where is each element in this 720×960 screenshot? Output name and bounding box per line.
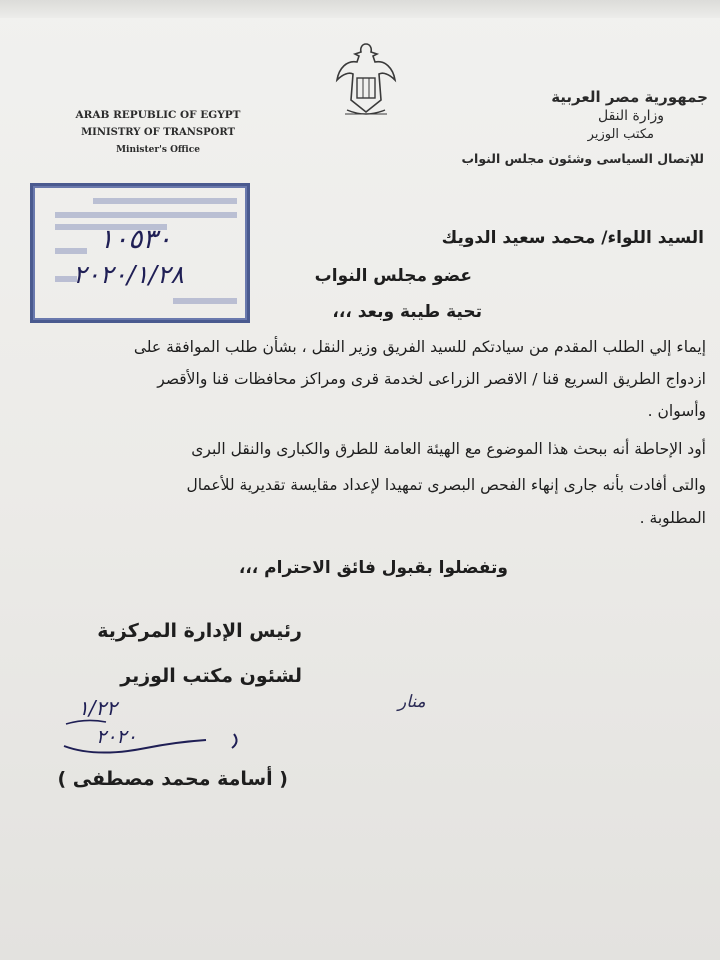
stamp-number: ١٠٥٣٠ bbox=[99, 224, 172, 255]
recipient-name: السيد اللواء/ محمد سعيد الدويك bbox=[441, 228, 704, 248]
greeting: تحية طيبة وبعد ،،، bbox=[332, 302, 482, 322]
stamp-date: ٢٠٢٠/١/٢٨ bbox=[73, 260, 184, 289]
paragraph-2-line-3: المطلوبة . bbox=[639, 509, 706, 527]
header-en-ministry: MINISTRY OF TRANSPORT bbox=[81, 127, 235, 138]
paragraph-2-line-1: أود الإحاطة أنه ببحث هذا الموضوع مع الهيئة العامة للطرق والكبارى والنقل البرى bbox=[191, 440, 706, 458]
header-ar-ministry: وزارة النقل bbox=[597, 108, 664, 124]
header-ar-department: للإتصال السياسى وشئون مجلس النواب bbox=[461, 151, 704, 166]
recipient-title: عضو مجلس النواب bbox=[314, 266, 472, 286]
signatory-name: ( أسامة محمد مصطفى ) bbox=[57, 768, 288, 790]
header-en-office: Minister's Office bbox=[116, 145, 200, 155]
handwritten-number: ١/٢٢ bbox=[78, 696, 117, 720]
eagle-emblem-icon bbox=[333, 40, 399, 120]
paragraph-1-line-1: إيماء إلي الطلب المقدم من سيادتكم للسيد الفريق وزير النقل ، بشأن طلب الموافقة على bbox=[133, 338, 706, 356]
handwritten-initial: منار bbox=[398, 692, 426, 712]
header-en-country: ARAB REPUBLIC OF EGYPT bbox=[75, 109, 241, 121]
header-ar-country: جمهورية مصر العربية bbox=[551, 88, 708, 106]
page-top-edge bbox=[0, 0, 720, 18]
paragraph-1-line-3: وأسوان . bbox=[647, 402, 706, 420]
closing-line: وتفضلوا بقبول فائق الاحترام ،،، bbox=[238, 558, 508, 578]
handwritten-signature-icon bbox=[56, 712, 256, 762]
signatory-title-line-2: لشئون مكتب الوزير bbox=[120, 665, 302, 687]
signatory-title-line-1: رئيس الإدارة المركزية bbox=[97, 620, 302, 642]
paragraph-1-line-2: ازدواج الطريق السريع قنا / الاقصر الزراعى لخدمة قرى ومراكز محافظات قنا والأقصر bbox=[157, 370, 706, 388]
header-ar-office: مكتب الوزير bbox=[587, 127, 654, 142]
paragraph-2-line-2: والتى أفادت بأنه جارى إنهاء الفحص البصرى تمهيدا لإعداد مقايسة تقديرية للأعمال bbox=[186, 476, 706, 494]
registration-stamp bbox=[30, 183, 250, 323]
handwritten-year: ٢٠٢٠ bbox=[96, 726, 137, 748]
